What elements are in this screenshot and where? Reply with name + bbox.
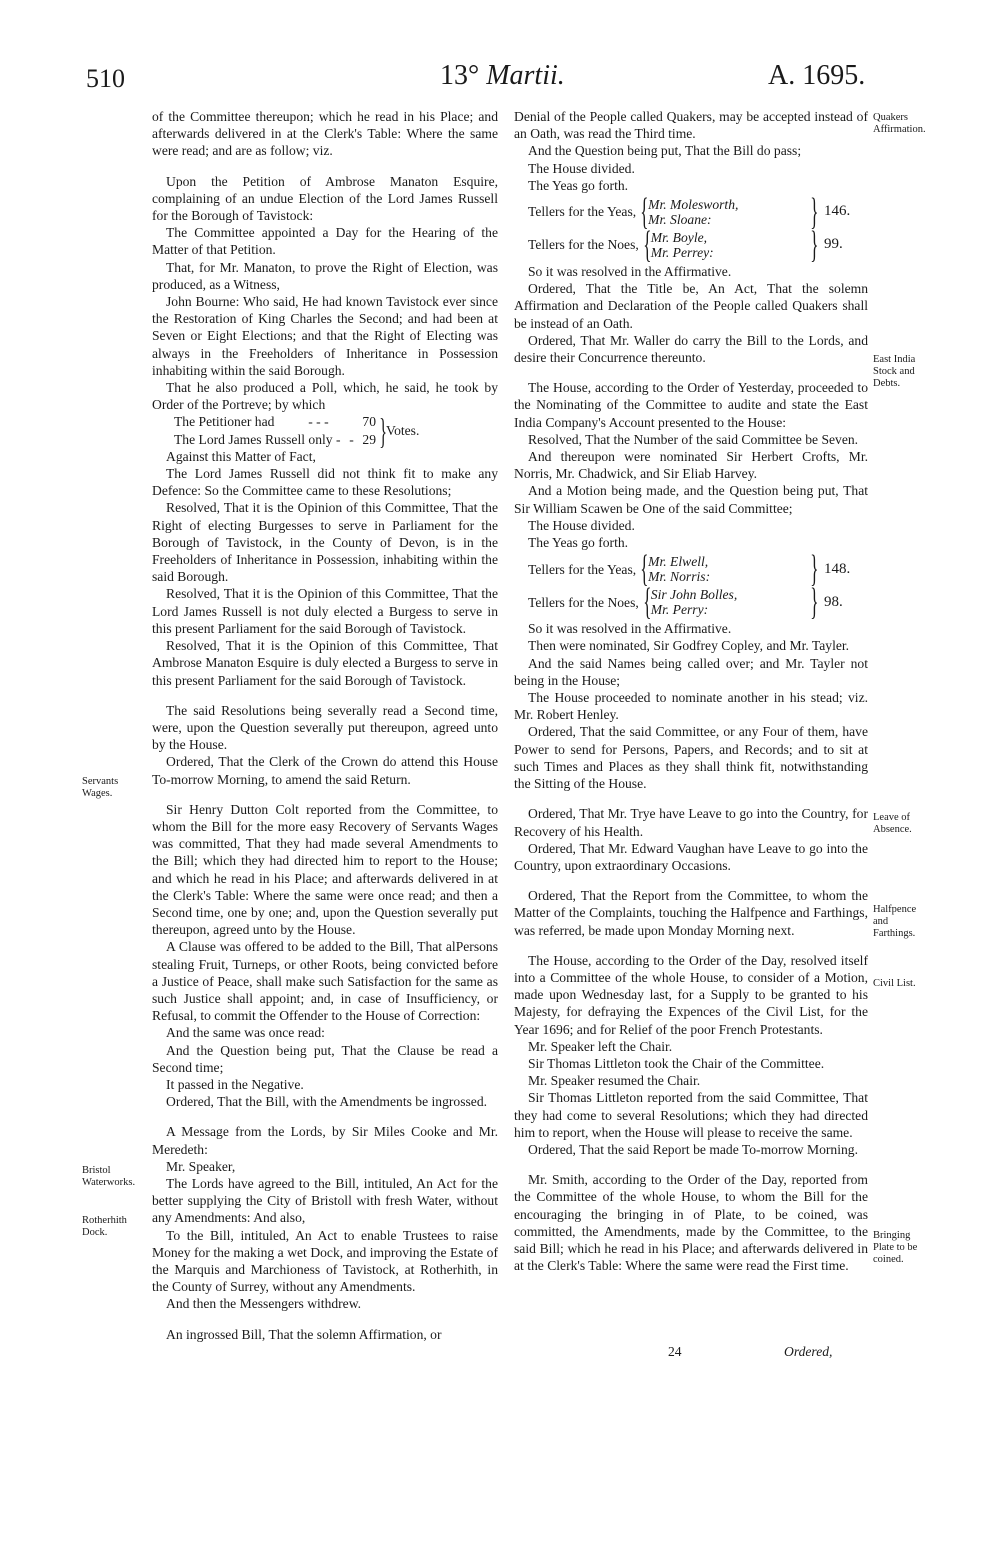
margin-note-halfpence — [873, 904, 916, 940]
vote-count: 99. — [824, 236, 843, 253]
paragraph: Against this Matter of Fact, — [166, 448, 316, 464]
paragraph: Resolved, That it is the Opinion of this Committee, That the Lord James Russell is not duly elected a Burgess to serve in this present Parliament for the said Borough of Tavistock. — [152, 586, 498, 636]
paragraph: And then the Messengers withdrew. — [166, 1296, 362, 1312]
paragraph: So it was resolved in the Affirmative. — [528, 621, 732, 637]
brace: } — [810, 581, 819, 624]
paragraph: The House divided. — [528, 517, 635, 533]
paragraph: To the Bill, intituled, An Act to enable Trustees to raise Money for the making a wet Dock, and improving the Estate of the Marquis and Marchioness of Tavistock, at Rotherhith, in the County of Surrey, without any Amendments. — [152, 1227, 498, 1295]
paragraph: Ordered, That the Bill, with the Amendments be ingrossed. — [166, 1094, 488, 1110]
poll-count: 70 — [362, 414, 376, 430]
paragraph: of the Committee thereupon; which he read in his Place; and afterwards delivered in at the Clerk's Table: Where the same were read; and are as follow; viz. — [152, 109, 498, 159]
header-day: 13° — [440, 60, 480, 91]
vote-count: 146. — [824, 203, 851, 220]
margin-note-line: Servants — [82, 776, 119, 787]
margin-note-line: Bringing — [873, 1230, 911, 1241]
paragraph: The Yeas go forth. — [528, 535, 629, 551]
margin-note-leave — [873, 812, 912, 836]
paragraph: Denial of the People called Quakers, may be accepted instead of an Oath, was read the Third time. — [514, 109, 868, 142]
brace: { — [642, 581, 652, 624]
brace: { — [642, 224, 652, 267]
paragraph: Ordered, That the Title be, An Act, That the solemn Affirmation and Declaration of the People called Quakers shall be instead of an Oath. — [514, 281, 868, 331]
margin-note-line: Affirmation. — [873, 124, 926, 135]
tellers-noes — [528, 581, 868, 624]
margin-note-line: Plate to be — [873, 1242, 918, 1253]
margin-note-line: Farthings. — [873, 928, 916, 939]
vote-count: 98. — [824, 593, 843, 610]
paragraph: Ordered, That the said Report be made To-morrow Morning. — [528, 1141, 858, 1157]
brace: } — [810, 548, 819, 591]
brace: { — [640, 191, 649, 234]
margin-note-line: Leave of — [873, 812, 911, 823]
margin-note-quakers — [873, 112, 926, 136]
margin-note-line: Debts. — [873, 378, 901, 389]
tellers-label: Tellers for the Noes, — [528, 237, 639, 253]
margin-note-line: Quakers — [873, 112, 908, 123]
margin-note-line: East India — [873, 354, 916, 365]
margin-note-line: Waterworks. — [82, 1177, 136, 1188]
paragraph: Upon the Petition of Ambrose Manaton Esquire, complaining of an undue Election of the Lord James Russell for the Borough of Tavistock: — [152, 173, 498, 224]
paragraph: Ordered, That Mr. Trye have Leave to go into the Country, for Recovery of his Health. — [514, 806, 868, 839]
brace: } — [379, 410, 387, 451]
poll-table — [174, 410, 498, 451]
paragraph: Sir Thomas Littleton reported from the said Committee, That they had come to several Resolutions; which they had directed him to report, when the House will please to receive the same. — [514, 1090, 868, 1140]
margin-note-line: Rotherhith — [82, 1215, 127, 1226]
teller-name: Mr. Molesworth, — [648, 197, 739, 213]
margin-note-line: and — [873, 916, 889, 927]
margin-note-bristol — [82, 1165, 135, 1189]
poll-row-label: The Lord James Russell only - — [174, 431, 341, 447]
left-column — [152, 108, 498, 1343]
margin-note-line: Stock and — [873, 366, 915, 377]
paragraph: The House proceeded to nominate another in his stead; viz. Mr. Robert Henley. — [514, 690, 868, 723]
paragraph: The Lords have agreed to the Bill, intituled, An Act for the better supplying the City of Bristoll with fresh Water, without any Amendments: And also, — [152, 1175, 498, 1226]
margin-note-line: coined. — [873, 1254, 904, 1265]
paragraph: Ordered, That the Report from the Committee, to whom the Matter of the Complaints, touching the Halfpence and Farthings, was referred, be made upon Monday Morning next. — [514, 888, 868, 938]
margin-note-servants-wages — [82, 776, 118, 800]
paragraph: Ordered, That the said Committee, or any Four of them, have Power to send for Persons, Papers, and Records; and to sit at such Times and Places as they shall think fit, notwithstanding the Sitting of the House. — [514, 724, 868, 792]
brace: { — [640, 548, 649, 591]
paragraph: Mr. Speaker left the Chair. — [528, 1038, 673, 1054]
paragraph: The Committee appointed a Day for the Hearing of the Matter of that Petition. — [152, 225, 498, 258]
paragraph: The House, according to the Order of Yesterday, proceeded to the Nominating of the Committee to audite and state the East India Company's Account presented to the House: — [514, 380, 868, 430]
paragraph: The Lord James Russell did not think fit to make any Defence: So the Committee came to these Resolutions; — [152, 466, 498, 499]
paragraph: Sir Henry Dutton Colt reported from the Committee, to whom the Bill for the more easy Recovery of Servants Wages was committed, That they had made several Amendments to the Bill; which they had directed him to report to the House; and which he read in his Place; and afterwards delivered in at the Clerk's Table: Where the same were once read; and then a Second time, one by one; and, upon the Question severally put thereupon, agreed unto by the House. — [152, 801, 498, 938]
margin-note-line: Halfpence — [873, 904, 917, 915]
paragraph: Resolved, That it is the Opinion of this Committee, That the Right of electing Burgesses to serve in Parliament for the Borough of Tavistock, in the County of Devon, is in the Freeholders of Inheritance in Possession, inhabiting within the said Borough. — [152, 500, 498, 585]
paragraph: The Yeas go forth. — [528, 177, 629, 193]
brace: } — [810, 224, 819, 267]
tellers-yeas — [528, 548, 868, 591]
poll-row-label: The Petitioner had — [174, 414, 275, 430]
catchword: Ordered, — [784, 1344, 833, 1359]
signature-mark: 24 — [668, 1344, 682, 1359]
right-column — [514, 108, 868, 1274]
tellers-label: Tellers for the Yeas, — [528, 561, 637, 577]
paragraph: Resolved, That the Number of the said Committee be Seven. — [528, 431, 859, 447]
margin-note-line: Absence. — [873, 824, 912, 835]
paragraph: And the said Names being called over; and Mr. Tayler not being in the House; — [514, 655, 868, 688]
margin-note-line: Dock. — [82, 1227, 108, 1238]
header-date — [440, 60, 565, 92]
poll-count: 29 — [362, 431, 376, 447]
margin-note-civil-list — [873, 978, 916, 990]
brace: } — [810, 191, 819, 234]
paragraph: That, for Mr. Manaton, to prove the Right of Election, was produced, as a Witness, — [152, 259, 498, 292]
header-year: A. 1695. — [768, 60, 866, 91]
paragraph: The House, according to the Order of the Day, resolved itself into a Committee of the whole House, to consider of a Motion, made upon Wednesday last, for a Supply to be granted to his Majesty, for defraying the Expences of the Civil List, for the Year 1696; and for Relief of the poor French Protestants. — [514, 952, 868, 1037]
poll-dashes: - - - — [308, 414, 329, 430]
paragraph: Then were nominated, Sir Godfrey Copley, and Mr. Tayler. — [528, 638, 850, 654]
paragraph: And a Motion being made, and the Question being put, That Sir William Scawen be One of the said Committee; — [514, 483, 868, 516]
paragraph: And the Question being put, That the Bill do pass; — [528, 143, 802, 159]
paragraph: Ordered, That the Clerk of the Crown do attend this House To-morrow Morning, to amend the said Return. — [152, 754, 498, 787]
teller-name: Mr. Boyle, — [650, 230, 708, 246]
header-month: Martii. — [486, 60, 565, 91]
paragraph: John Bourne: Who said, He had known Tavistock ever since the Restoration of King Charles the Second; and had been at Seven or Eight Elections; and that the Right of Electing was always in the Freeholders of Inheritance in Possession inhabiting within the said Borough. — [152, 294, 498, 378]
tellers-label: Tellers for the Noes, — [528, 594, 639, 610]
poll-votes-label: Votes. — [386, 423, 420, 439]
margin-note-east-india — [873, 354, 915, 390]
teller-name: Mr. Perry: — [650, 602, 709, 618]
paragraph: It passed in the Negative. — [166, 1076, 304, 1092]
paragraph: And the Question being put, That the Clause be read a Second time; — [152, 1042, 498, 1075]
paragraph: Sir Thomas Littleton took the Chair of the Committee. — [528, 1055, 825, 1071]
teller-name: Sir John Bolles, — [650, 587, 738, 603]
paragraph: An ingrossed Bill, That the solemn Affirmation, or — [166, 1326, 442, 1342]
tellers-label: Tellers for the Yeas, — [528, 204, 637, 220]
margin-note-line: Wages. — [82, 788, 113, 799]
paragraph: The said Resolutions being severally read a Second time, were, upon the Question severally put thereupon, agreed unto by the House. — [152, 702, 498, 753]
margin-note-rotherhith — [82, 1215, 127, 1239]
paragraph: Mr. Smith, according to the Order of the Day, reported from the Committee of the whole House, to whom the Bill for the encouraging the bringing in of Plate, to be coined, was committed, the Amendments, made by the Committee, to the said Bill; which he read in his Place; and afterwards delivered in at the Clerk's Table: Where the same were read the First time. — [514, 1172, 868, 1274]
margin-note-line: Civil List. — [873, 978, 916, 989]
paragraph: The House divided. — [528, 160, 635, 176]
paragraph: That he also produced a Poll, which, he said, he took by Order of the Portreve; by which — [152, 380, 498, 413]
paragraph: Mr. Speaker resumed the Chair. — [528, 1073, 701, 1089]
paragraph: And the same was once read: — [166, 1025, 325, 1041]
paragraph: Resolved, That it is the Opinion of this Committee, That Ambrose Manaton Esquire is duly elected a Burgess to serve in this present Parliament for the said Borough of Tavistock. — [152, 638, 498, 688]
paragraph: Ordered, That Mr. Waller do carry the Bill to the Lords, and desire their Concurrence thereunto. — [514, 332, 868, 366]
paragraph: Ordered, That Mr. Edward Vaughan have Leave to go into the Country, upon extraordinary Occasions. — [514, 840, 868, 873]
tellers-yeas — [528, 191, 868, 234]
margin-note-line: Bristol — [82, 1165, 111, 1176]
paragraph: A Message from the Lords, by Sir Miles Cooke and Mr. Meredeth: — [152, 1124, 498, 1157]
paragraph: Mr. Speaker, — [166, 1158, 236, 1174]
page-header — [0, 56, 992, 96]
teller-name: Mr. Norris: — [648, 569, 711, 585]
paragraph: And thereupon were nominated Sir Herbert Crofts, Mr. Norris, Mr. Chadwick, and Sir Eliab Harvey. — [514, 449, 868, 482]
teller-name: Mr. Elwell, — [648, 554, 709, 570]
vote-count: 148. — [824, 560, 851, 577]
paragraph: A Clause was offered to be added to the Bill, That alPersons stealing Fruit, Turneps, or other Roots, being convicted before a Justice of Peace, shall make such Satisfaction for the same as such Justice shall appoint; and, in case of Insufficiency, or Refusal, to commit the Offender to the House of Correction: — [152, 939, 498, 1024]
teller-name: Mr. Sloane: — [648, 212, 712, 228]
teller-name: Mr. Perrey: — [650, 245, 714, 261]
tellers-noes — [528, 224, 868, 267]
page-number: 510 — [86, 64, 125, 93]
poll-dashes: - — [349, 431, 354, 447]
paragraph: So it was resolved in the Affirmative. — [528, 264, 732, 280]
margin-note-bringing-plate — [873, 1230, 917, 1266]
